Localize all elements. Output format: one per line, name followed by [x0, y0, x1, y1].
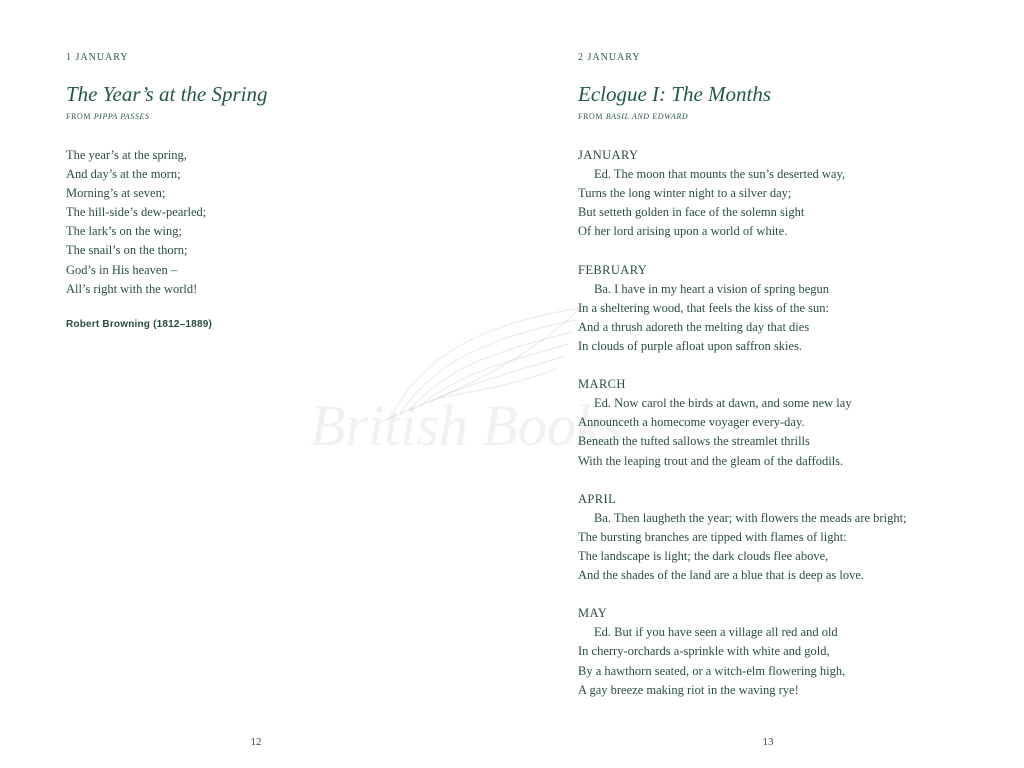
poem-line: And the shades of the land are a blue that is deep as love.: [578, 568, 865, 583]
right-page-content: [578, 52, 998, 719]
entry-date: 2 JANUARY: [578, 52, 641, 63]
right-page: [512, 0, 1024, 768]
poem-line: But setteth golden in face of the solemn sight: [578, 205, 805, 220]
poem-line: Of her lord arising upon a world of white.: [578, 224, 788, 239]
left-page-content: [66, 52, 486, 330]
poem-title: Eclogue I: The Months: [578, 82, 772, 106]
watermark-text: British Books: [310, 393, 625, 458]
poem-line: With the leaping trout and the gleam of the daffodils.: [578, 453, 844, 468]
poem-stanza: [578, 490, 998, 585]
poem-stanza: [66, 146, 486, 299]
source-prefix: FROM: [578, 112, 606, 121]
poem-line: In a sheltering wood, that feels the kiss of the sun:: [578, 300, 829, 315]
source-work: BASIL AND EDWARD: [605, 112, 689, 121]
poem-line: The year’s at the spring,: [66, 148, 187, 162]
source-prefix: FROM: [66, 112, 94, 121]
author-credit: Robert Browning (1812–1889): [66, 318, 212, 330]
poem-line: In clouds of purple afloat upon saffron skies.: [578, 338, 803, 353]
poem-line: The hill-side’s dew-pearled;: [66, 205, 207, 220]
poem-stanza: [578, 604, 998, 699]
page-number: 13: [762, 736, 774, 748]
poem-line: Ed. The moon that mounts the sun’s deserted way,: [594, 167, 846, 182]
poem-line: And a thrush adoreth the melting day that dies: [578, 319, 810, 334]
poem-line: The lark’s on the wing;: [66, 224, 182, 239]
entry-date: 1 JANUARY: [66, 52, 129, 63]
poem-line: Beneath the tufted sallows the streamlet thrills: [578, 434, 810, 449]
poem-line: Ed. Now carol the birds at dawn, and some new lay: [594, 396, 852, 411]
poem-line: Morning’s at seven;: [66, 186, 166, 201]
month-heading: MARCH: [578, 377, 626, 392]
poem-line: The landscape is light; the dark clouds flee above,: [578, 548, 829, 563]
page-number: 12: [250, 736, 262, 748]
poem-stanza: [578, 375, 998, 470]
poem-line: God’s in His heaven –: [66, 262, 178, 277]
month-heading: MAY: [578, 606, 608, 621]
poem-line: And day’s at the morn;: [66, 167, 181, 182]
poem-line: By a hawthorn seated, or a witch-elm flowering high,: [578, 663, 846, 678]
poem-title: The Year’s at the Spring: [66, 82, 268, 106]
poem-line: Ed. But if you have seen a village all red and old: [594, 625, 838, 640]
month-heading: JANUARY: [578, 148, 639, 162]
poem-line: Ba. Then laugheth the year; with flowers the meads are bright;: [594, 510, 907, 525]
poem-line: Ba. I have in my heart a vision of spring begun: [594, 281, 830, 296]
poem-line: The snail’s on the thorn;: [66, 243, 188, 258]
poem-line: The bursting branches are tipped with flames of light:: [578, 529, 847, 544]
poem-line: A gay breeze making riot in the waving rye!: [578, 682, 799, 697]
month-heading: FEBRUARY: [578, 262, 648, 277]
poem-source: [578, 112, 998, 122]
poem-source: [66, 112, 486, 122]
poem-line: Turns the long winter night to a silver day;: [578, 186, 792, 201]
month-heading: APRIL: [578, 491, 617, 506]
poem-stanza: [578, 261, 998, 356]
poem-line: In cherry-orchards a-sprinkle with white and gold,: [578, 644, 830, 659]
source-work: PIPPA PASSES: [93, 112, 150, 121]
poem-line: Announceth a homecome voyager every-day.: [578, 415, 805, 430]
poem-stanza: [578, 146, 998, 241]
poem-line: All’s right with the world!: [66, 281, 198, 296]
